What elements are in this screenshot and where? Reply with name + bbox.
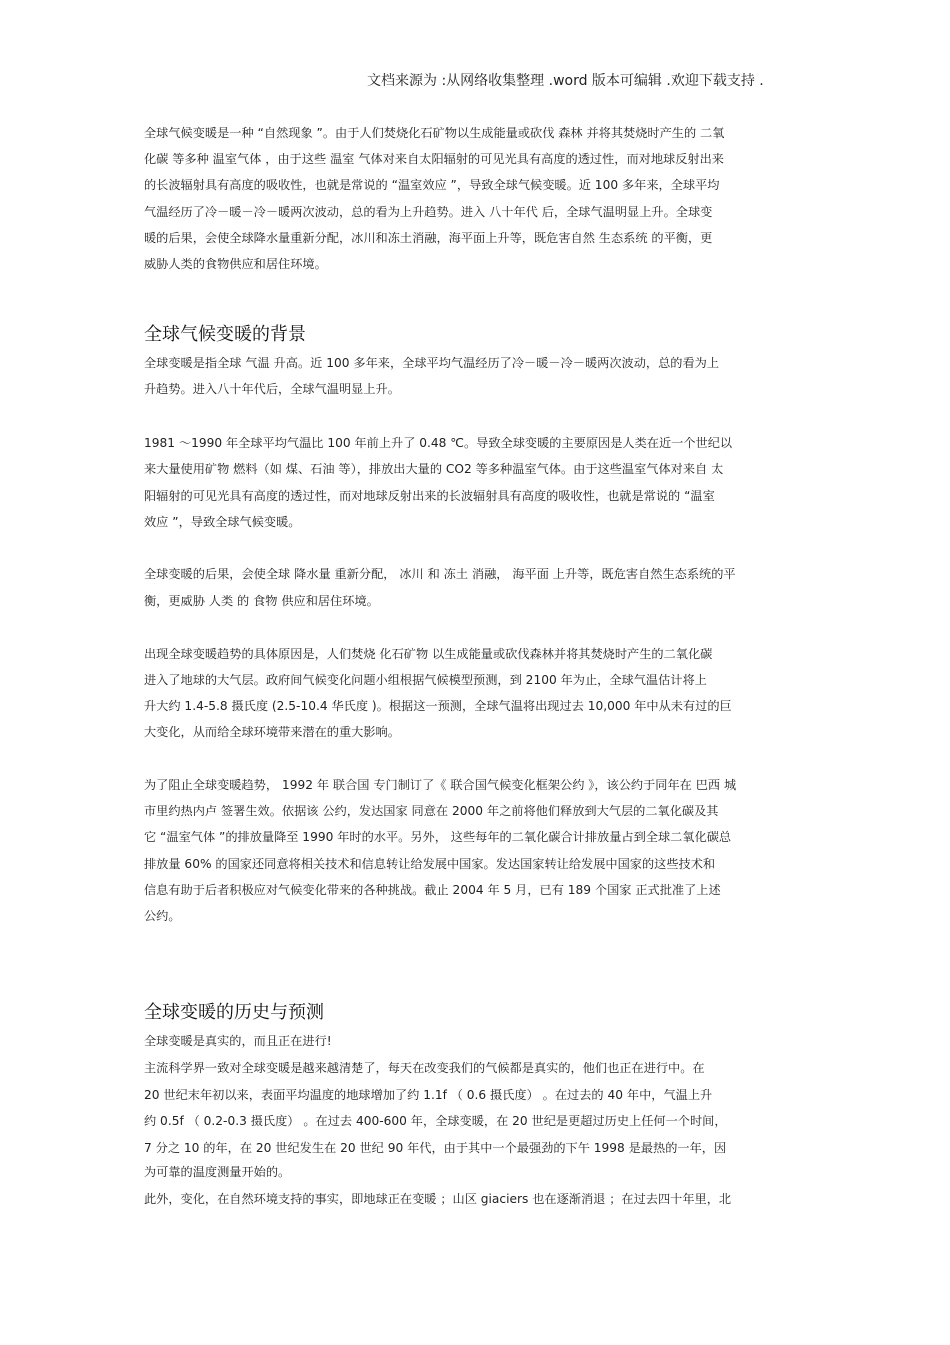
paragraph-line: 衡，更威胁 人类 的 食物 供应和居住环境。 xyxy=(144,594,379,608)
intro-line: 的长波辐射具有高度的吸收性，也就是常说的 “温室效应 ”，导致全球气候变暖。近 100 多年来，全球平均 xyxy=(144,178,720,192)
paragraph-line: 公约。 xyxy=(144,909,181,923)
paragraph-line: 全球变暖是指全球 气温 升高。近 100 多年来，全球平均气温经历了冷－暖－冷－暖两次波动，总的看为上 xyxy=(144,356,720,370)
paragraph-line: 进入了地球的大气层。政府间气候变化问题小组根据气候模型预测，到 2100 年为止，全球气温估计将上 xyxy=(144,673,707,687)
intro-line: 化碳 等多种 温室气体 ，由于这些 温室 气体对来自太阳辐射的可见光具有高度的透过性，而对地球反射出来 xyxy=(144,152,724,166)
paragraph-line: 出现全球变暖趋势的具体原因是，人们焚烧 化石矿物 以生成能量或砍伐森林并将其焚烧时产生的二氧化碳 xyxy=(144,647,713,661)
paragraph-line: 它 “温室气体 ”的排放量降至 1990 年时的水平。另外， 这些每年的二氧化碳合计排放量占到全球二氧化碳总 xyxy=(144,830,732,844)
paragraph-line: 来大量使用矿物 燃料（如 煤、石油 等），排放出大量的 CO2 等多种温室气体。由于这些温室气体对来自 太 xyxy=(144,462,724,476)
paragraph-line: 升趋势。进入八十年代后，全球气温明显上升。 xyxy=(144,382,400,396)
paragraph-line: 排放量 60% 的国家还同意将相关技术和信息转让给发展中国家。发达国家转让给发展中国家的这些技术和 xyxy=(144,857,716,871)
paragraph-line: 7 分之 10 的年，在 20 世纪发生在 20 世纪 90 年代，由于其中一个最强劲的下午 1998 是最热的一年，因 xyxy=(144,1141,727,1155)
paragraph-line: 全球变暖是真实的，而且正在进行! xyxy=(144,1034,332,1048)
paragraph-line: 升大约 1.4-5.8 摄氏度 (2.5-10.4 华氏度 )。根据这一预测，全球气温将出现过去 10,000 年中从未有过的巨 xyxy=(144,699,732,713)
intro-line: 威胁人类的食物供应和居住环境。 xyxy=(144,257,327,271)
intro-line: 气温经历了冷－暖－冷－暖两次波动，总的看为上升趋势。进入 八十年代 后，全球气温明显上升。全球变 xyxy=(144,205,713,219)
paragraph-line: 全球变暖的后果，会使全球 降水量 重新分配， 冰川 和 冻土 消融， 海平面 上升等，既危害自然生态系统的平 xyxy=(144,567,736,581)
section-heading: 全球变暖的历史与预测 xyxy=(144,1002,324,1023)
paragraph-line: 1981 ～1990 年全球平均气温比 100 年前上升了 0.48 ℃。导致全球变暖的主要原因是人类在近一个世纪以 xyxy=(144,436,733,450)
paragraph-line: 为了阻止全球变暖趋势， 1992 年 联合国 专门制订了《 联合国气候变化框架公约 》，该公约于同年在 巴西 城 xyxy=(144,778,737,792)
intro-line: 暖的后果，会使全球降水量重新分配，冰川和冻土消融，海平面上升等，既危害自然 生态系统 的平衡，更 xyxy=(144,231,713,245)
paragraph-line: 市里约热内卢 签署生效。依据该 公约，发达国家 同意在 2000 年之前将他们释放到大气层的二氧化碳及其 xyxy=(144,804,719,818)
paragraph-line: 此外，变化，在自然环境支持的事实，即地球正在变暖 ；山区 giaciers 也在逐渐消退 ；在过去四十年里，北 xyxy=(144,1192,732,1206)
section-heading: 全球气候变暖的背景 xyxy=(144,324,306,345)
paragraph-line: 20 世纪末年初以来，表面平均温度的地球增加了约 1.1f （ 0.6 摄氏度） 。在过去的 40 年中，气温上升 xyxy=(144,1088,713,1102)
paragraph-line: 效应 ”，导致全球气候变暖。 xyxy=(144,515,301,529)
paragraph-line: 主流科学界一致对全球变暖是越来越清楚了，每天在改变我们的气候都是真实的，他们也正在进行中。在 xyxy=(144,1061,705,1075)
paragraph-line: 信息有助于后者积极应对气候变化带来的各种挑战。截止 2004 年 5 月，已有 189 个国家 正式批准了上述 xyxy=(144,883,721,897)
document-header: 文档来源为 :从网络收集整理 .word 版本可编辑 .欢迎下载支持 . xyxy=(367,73,764,89)
paragraph-line: 大变化，从而给全球环境带来潜在的重大影响。 xyxy=(144,725,400,739)
paragraph-line: 为可靠的温度测量开始的。 xyxy=(144,1165,291,1179)
intro-line: 全球气候变暖是一种 “自然现象 ”。由于人们焚烧化石矿物以生成能量或砍伐 森林 并将其焚烧时产生的 二氧 xyxy=(144,126,725,140)
paragraph-line: 阳辐射的可见光具有高度的透过性，而对地球反射出来的长波辐射具有高度的吸收性，也就是常说的 “温室 xyxy=(144,489,715,503)
paragraph-line: 约 0.5f （ 0.2-0.3 摄氏度） 。在过去 400-600 年，全球变暖，在 20 世纪是更超过历史上任何一个时间， xyxy=(144,1114,727,1128)
